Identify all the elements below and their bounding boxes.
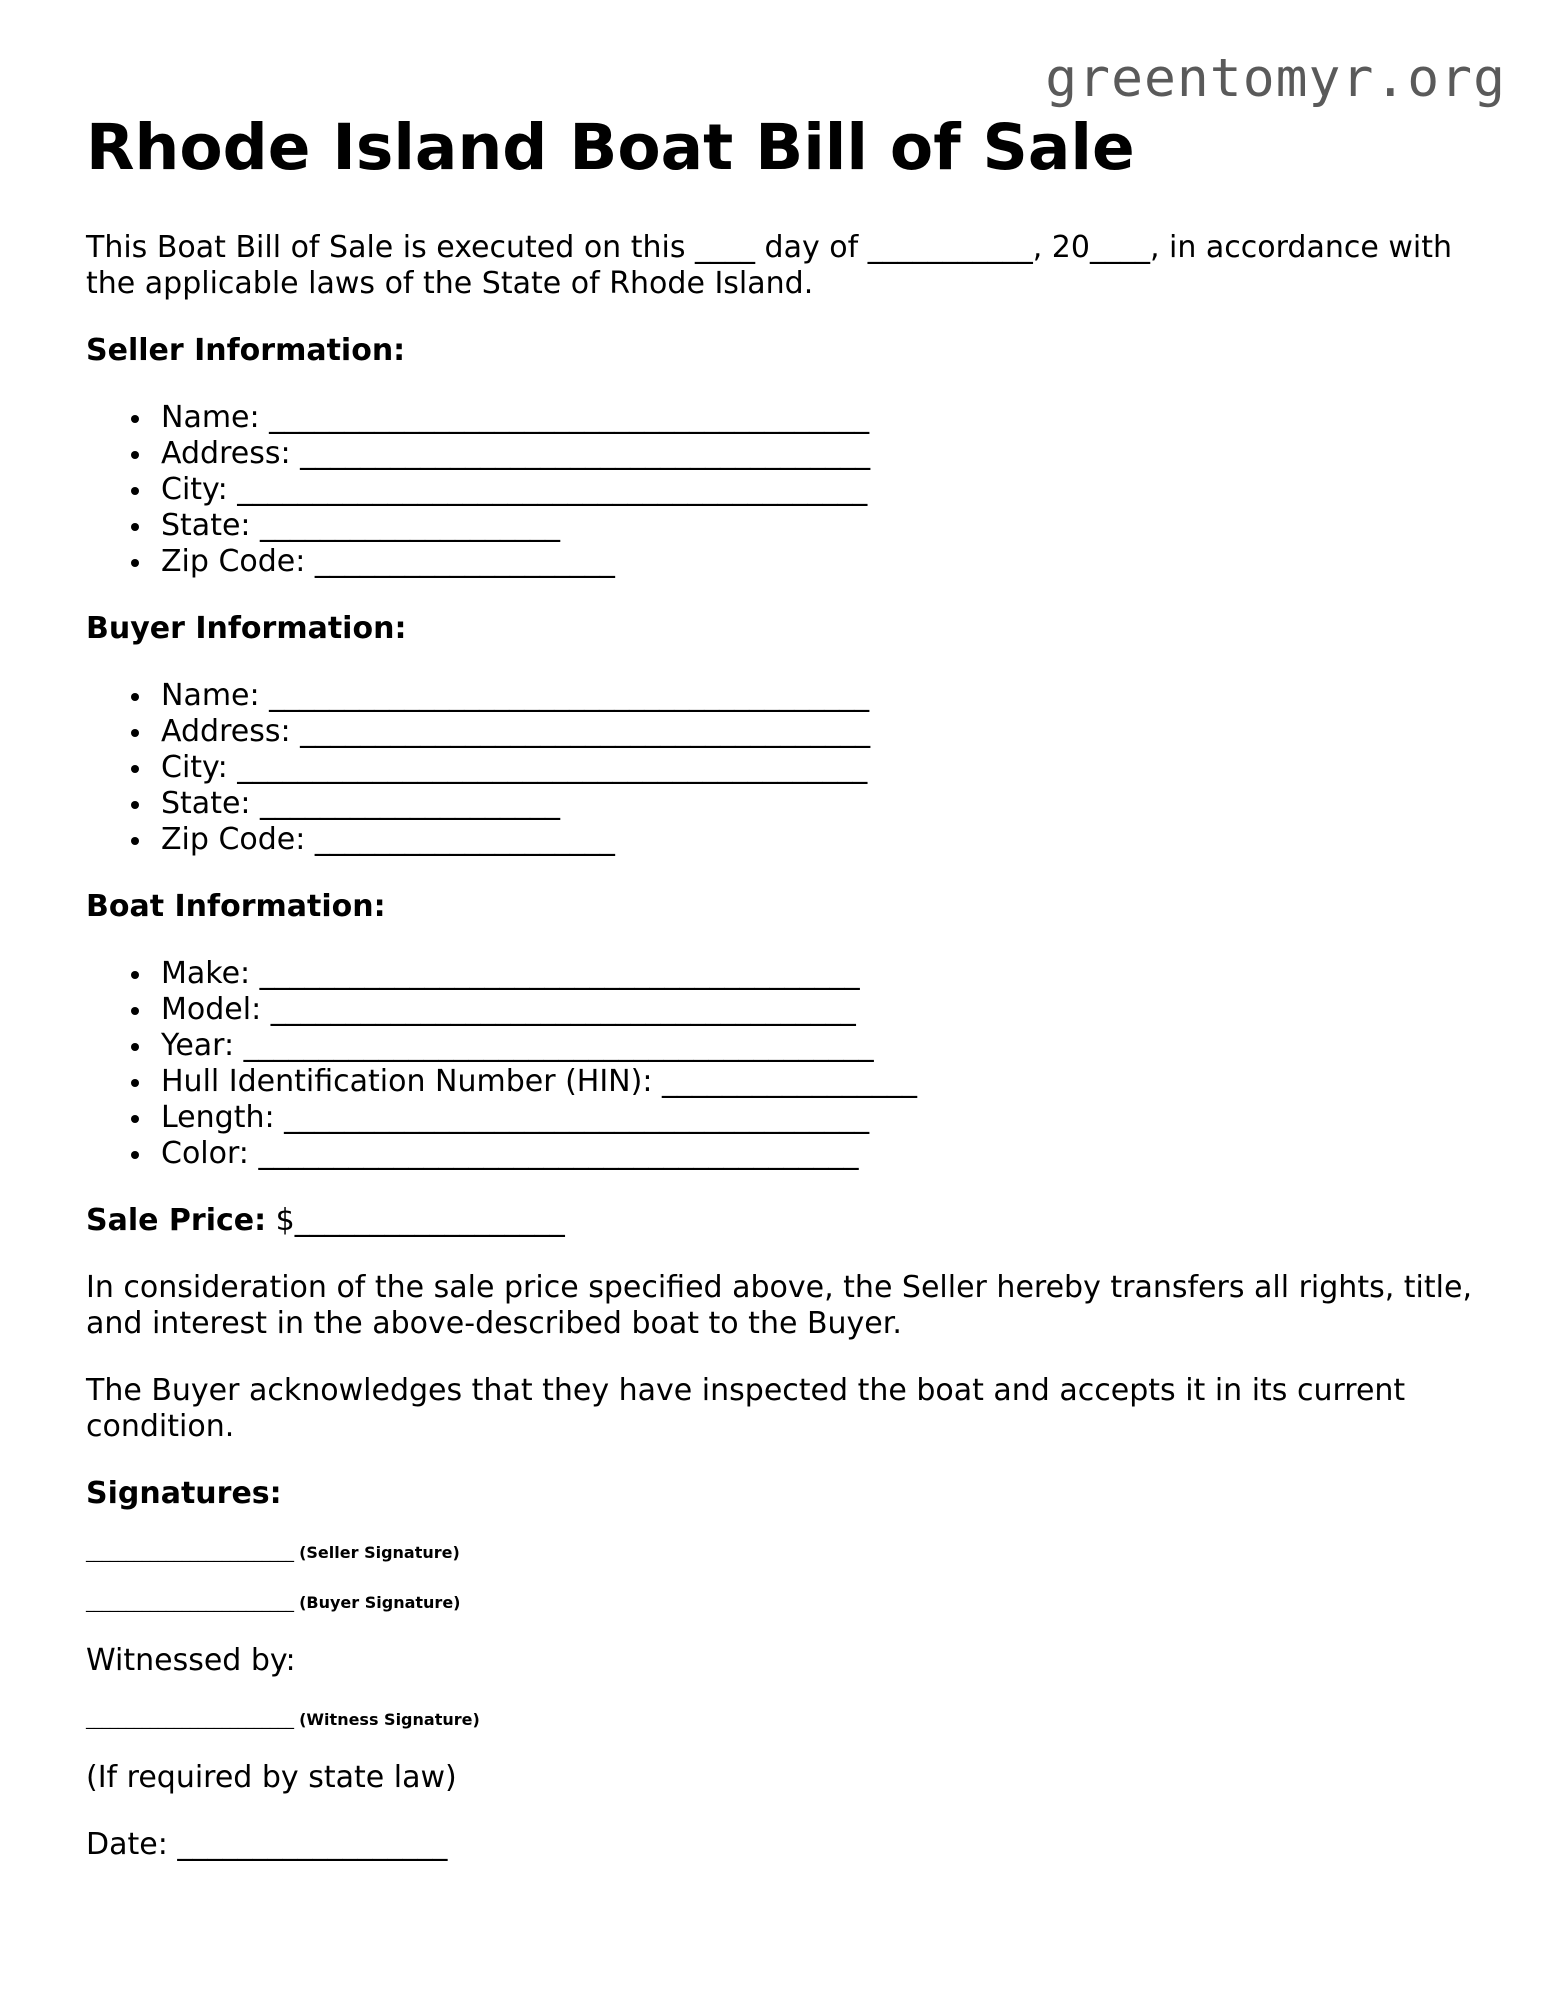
witness-signature-label: (Witness Signature) [299, 1710, 480, 1729]
sale-price-line [86, 1203, 1476, 1239]
sale-price-label: Sale Price: [86, 1203, 267, 1238]
seller-signature-field[interactable]: __________________________ [86, 1543, 300, 1562]
seller-zip-field[interactable]: Zip Code: ____________________ [161, 544, 1476, 580]
buyer-zip-field[interactable]: Zip Code: ____________________ [161, 822, 1476, 858]
witness-signature-field[interactable]: __________________________ [86, 1710, 300, 1729]
boat-length-field[interactable]: Length: _______________________________________ [161, 1100, 1476, 1136]
consideration-paragraph: In consideration of the sale price specified above, the Seller hereby transfers all rights, title, and interest in the above-described boat to the Buyer. [86, 1270, 1482, 1341]
boat-fields [86, 956, 1476, 1172]
seller-city-field[interactable]: City: __________________________________________ [161, 472, 1476, 508]
buyer-signature-field[interactable]: __________________________ [86, 1593, 300, 1612]
buyer-signature-line [86, 1593, 1476, 1612]
buyer-fields [86, 678, 1476, 858]
buyer-address-field[interactable]: Address: ______________________________________ [161, 714, 1476, 750]
buyer-signature-label: (Buyer Signature) [299, 1593, 461, 1612]
witnessed-by: Witnessed by: [86, 1643, 296, 1678]
page-title: Rhode Island Boat Bill of Sale [86, 111, 1135, 184]
boat-make-field[interactable]: Make: ________________________________________ [161, 956, 1476, 992]
signatures-heading: Signatures: [86, 1476, 282, 1511]
buyer-name-field[interactable]: Name: ________________________________________ [161, 678, 1476, 714]
seller-heading: Seller Information: [86, 333, 406, 368]
seller-fields [86, 400, 1476, 580]
watermark: greentomyr.org [1045, 48, 1506, 109]
date-field[interactable]: Date: __________________ [86, 1827, 448, 1862]
acknowledgement-paragraph: The Buyer acknowledges that they have inspected the boat and accepts it in its current condition. [86, 1373, 1415, 1444]
seller-signature-line [86, 1543, 1476, 1562]
boat-color-field[interactable]: Color: ________________________________________ [161, 1136, 1476, 1172]
sale-price-field[interactable]: $__________________ [266, 1203, 565, 1238]
seller-address-field[interactable]: Address: ______________________________________ [161, 436, 1476, 472]
boat-model-field[interactable]: Model: _______________________________________ [161, 992, 1476, 1028]
intro-paragraph: This Boat Bill of Sale is executed on this ____ day of ___________, 20____, in accordance with the applicable laws of the State of Rhode Island. [86, 230, 1462, 301]
buyer-city-field[interactable]: City: __________________________________________ [161, 750, 1476, 786]
seller-name-field[interactable]: Name: ________________________________________ [161, 400, 1476, 436]
buyer-heading: Buyer Information: [86, 611, 407, 646]
witness-signature-line [86, 1710, 1476, 1729]
state-law-note: (If required by state law) [86, 1760, 457, 1795]
seller-signature-label: (Seller Signature) [299, 1543, 460, 1562]
boat-hin-field[interactable]: Hull Identification Number (HIN): _________________ [161, 1064, 1476, 1100]
buyer-state-field[interactable]: State: ____________________ [161, 786, 1476, 822]
document [86, 108, 1482, 1894]
seller-state-field[interactable]: State: ____________________ [161, 508, 1476, 544]
boat-heading: Boat Information: [86, 889, 386, 924]
boat-year-field[interactable]: Year: __________________________________________ [161, 1028, 1476, 1064]
